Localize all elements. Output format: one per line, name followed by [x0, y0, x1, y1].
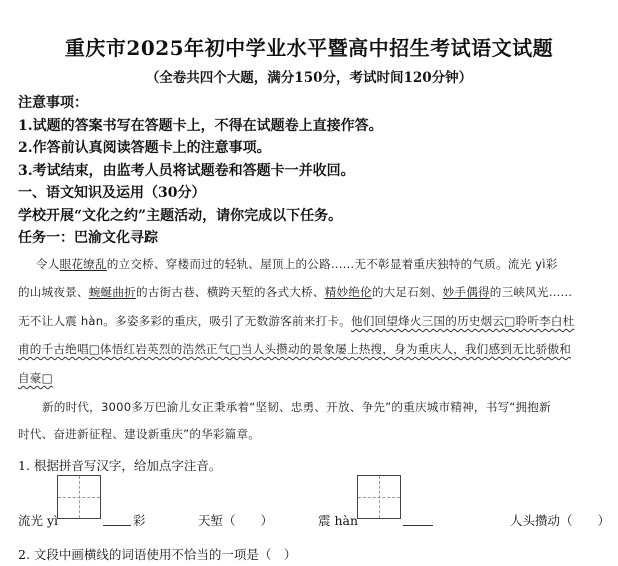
passage-p2-line-2: 时代、奋进新征程、建设新重庆”的华彩篇章。 [18, 427, 261, 441]
text-span: 的山城夜景、 [18, 285, 89, 299]
wavy-underlined-sentence: 他们回望烽火三国的历史烟云□聆听李白杜 [350, 314, 575, 328]
exam-title: 重庆市2025年初中学业水平暨高中招生考试语文试题 [64, 36, 554, 60]
task-title: 任务一：巴渝文化寻踪 [18, 230, 158, 246]
notice-item-3: 3.考试结束，由监考人员将试题卷和答题卡一并收回。 [18, 163, 355, 179]
passage-p2-line-1: 新的时代，3000多万巴渝儿女正秉承着“坚韧、忠勇、开放、争先”的重庆城市精神，书写“拥抱新 [42, 400, 551, 414]
underlined-phrase: 妙手偶得 [442, 285, 490, 299]
q1-item-rentouzandong: 人头攒动（ ） [510, 513, 611, 528]
notice-item-2: 2.作答前认真阅读答题卡上的注意事项。 [18, 140, 271, 156]
text-span: 令人 [36, 257, 60, 271]
underlined-phrase: 精妙绝伦 [324, 285, 372, 299]
passage-line-1 [36, 256, 558, 272]
passage-line-2 [18, 284, 572, 300]
writing-grid-yi[interactable] [57, 475, 101, 519]
q1-item-han-prefix: 震 hàn [318, 513, 359, 528]
text-span: 的古街古巷、横跨天堑的各式大桥、 [135, 285, 325, 299]
passage-line-5: 自豪□ [18, 371, 53, 385]
writing-grid-han[interactable] [357, 475, 401, 519]
text-span: 的大足石刻、 [371, 285, 443, 299]
blank-line [103, 525, 131, 526]
blank-line [403, 525, 433, 526]
section-intro: 学校开展“文化之约”主题活动，请你完成以下任务。 [18, 208, 343, 224]
passage-line-3 [18, 313, 574, 329]
passage-line-4: 甫的千古绝唱□体悟红岩英烈的浩然正气□当人头攒动的景象屡上热搜，身为重庆人，我们感到无比骄傲和 [18, 342, 572, 356]
section-heading: 一、语文知识及运用（30分） [18, 185, 206, 201]
text-span: 的立交桥、穿楼而过的轻轨、屋顶上的公路……无不彰显着重庆独特的气质。流光 yì彩 [106, 257, 558, 271]
notice-heading: 注意事项： [18, 95, 88, 111]
q1-item-yi-suffix: 彩 [133, 513, 146, 528]
notice-item-1: 1.试题的答案书写在答题卡上，不得在试题卷上直接作答。 [18, 118, 383, 134]
underlined-phrase: 眼花缭乱 [59, 257, 107, 271]
question-2: 2. 文段中画横线的词语使用不恰当的一项是（ ） [18, 547, 297, 562]
text-span: 的三峡风光…… [489, 285, 573, 299]
exam-subtitle: （全卷共四个大题，满分150分，考试时间120分钟） [145, 70, 473, 86]
question-1: 1. 根据拼音写汉字，给加点字注音。 [18, 458, 222, 473]
text-span: 无不让人震 hàn。多姿多彩的重庆，吸引了无数游客前来打卡。 [18, 314, 351, 328]
q1-item-yi-prefix: 流光 yì [18, 513, 59, 528]
underlined-phrase: 蜿蜒曲折 [88, 285, 136, 299]
q1-item-tianqian: 天堑（ ） [198, 513, 274, 528]
